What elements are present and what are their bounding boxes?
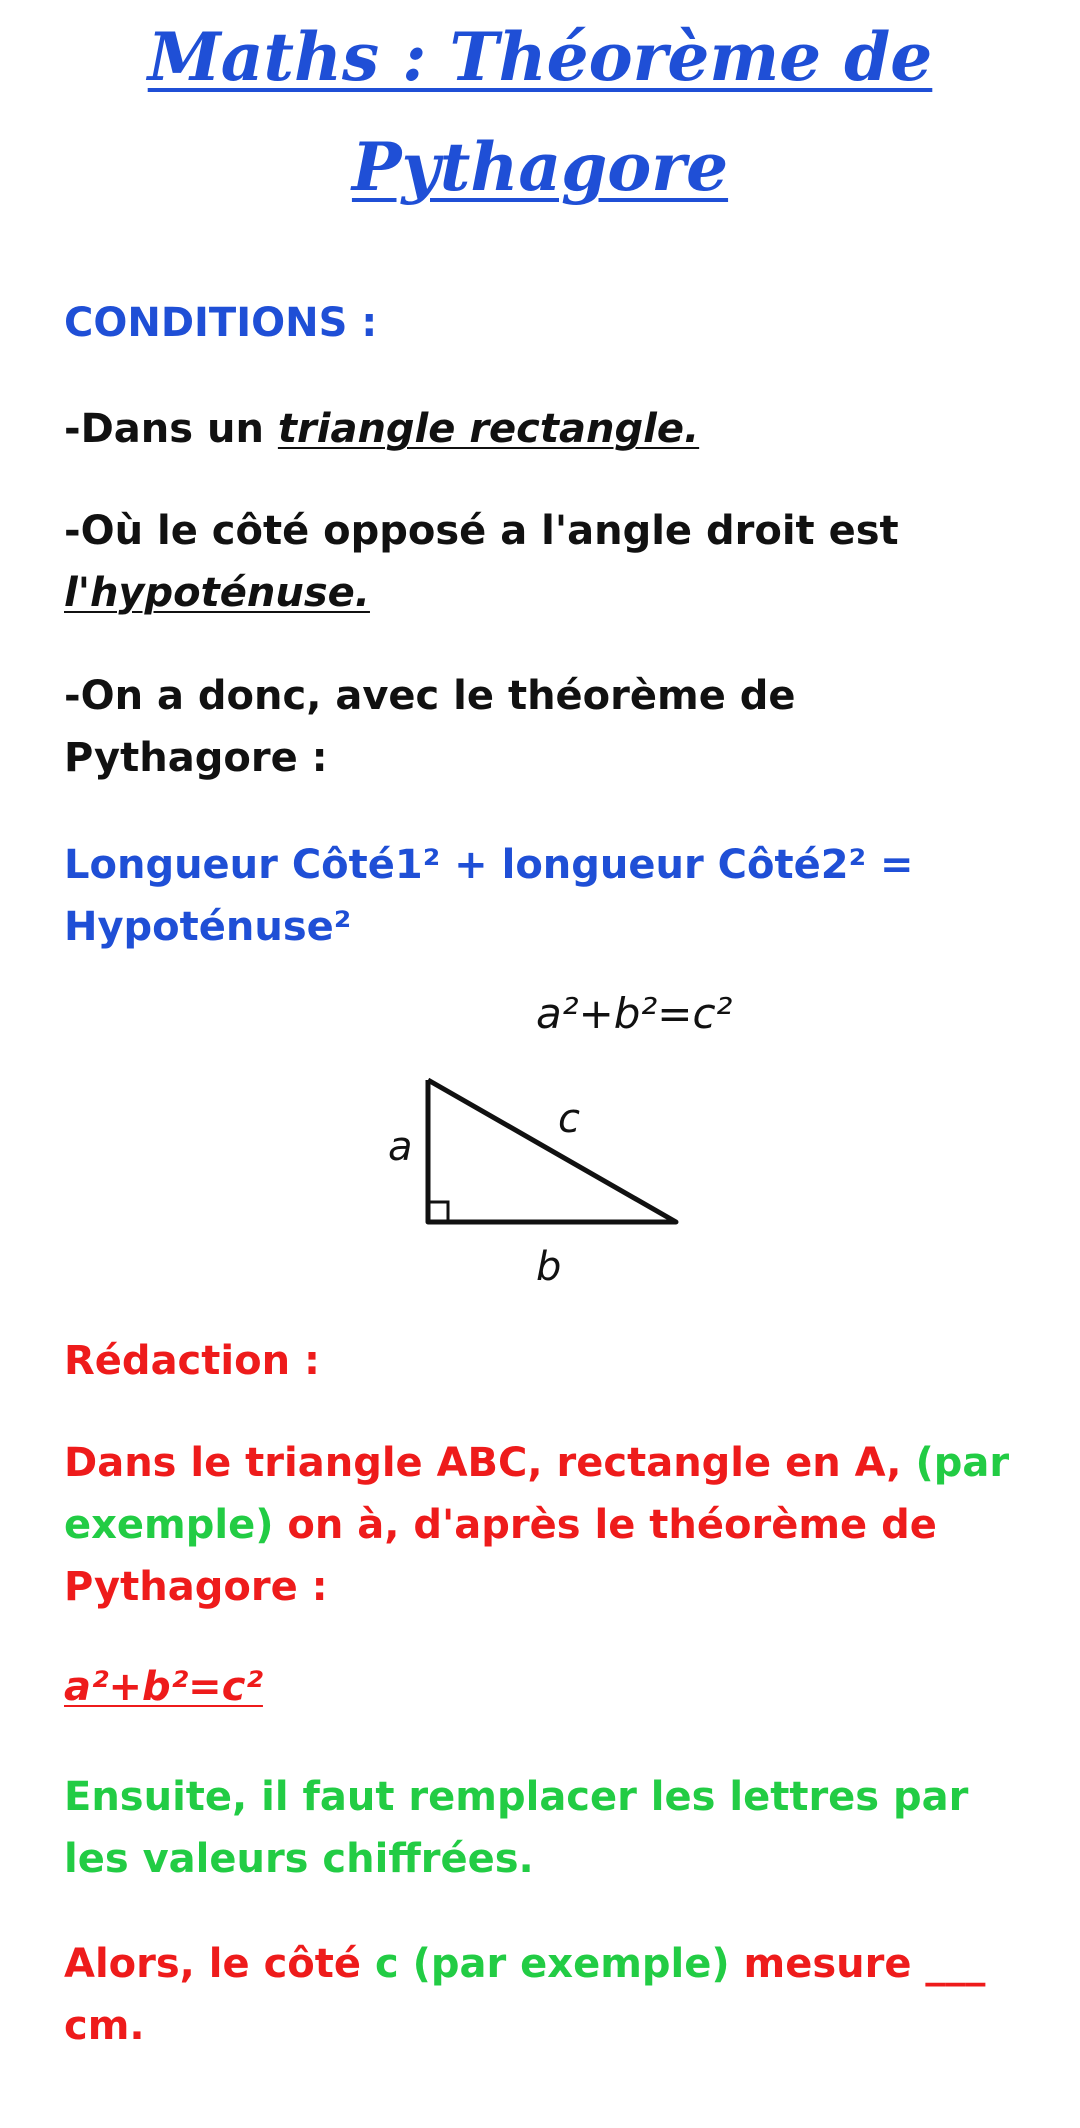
final-red-1: Alors, le côté: [64, 1941, 375, 1987]
condition-2-emphasis: l'hypoténuse.: [64, 570, 370, 616]
final-sentence: [64, 1933, 1024, 2057]
redaction-line-2-green: exemple): [64, 1502, 274, 1548]
condition-2-line-1: -Où le côté opposé a l'angle droit est: [64, 508, 899, 554]
diagram-formula: a²+b²=c²: [536, 989, 733, 1038]
page-title-line-1: Maths : Théorème de: [147, 18, 933, 96]
pythagoras-diagram: [0, 980, 1080, 1310]
formula-words-line-1: Longueur Côté1² + longueur Côté2² =: [64, 842, 914, 888]
right-triangle: [428, 1080, 676, 1222]
redaction-paragraph: [64, 1432, 1024, 1618]
redaction-formula: [64, 1656, 1024, 1718]
final-green: c (par exemple): [374, 1941, 730, 1987]
side-c-label: c: [558, 1096, 580, 1142]
side-b-label: b: [536, 1244, 562, 1290]
redaction-formula-text: a²+b²=c²: [64, 1664, 263, 1710]
page-title-line-2: Pythagore: [351, 128, 729, 206]
redaction-line-1-red: Dans le triangle ABC, rectangle en A,: [64, 1440, 916, 1486]
condition-1-prefix: -Dans un: [64, 406, 278, 452]
condition-1-emphasis: triangle rectangle.: [277, 406, 700, 452]
redaction-line-3-red: Pythagore :: [64, 1564, 328, 1610]
redaction-line-1-green: (par: [915, 1440, 1010, 1486]
condition-3-line-1: -On a donc, avec le théorème de: [64, 673, 796, 719]
formula-words-line-2: Hypoténuse²: [64, 904, 352, 950]
conditions-heading: CONDITIONS :: [64, 300, 378, 346]
redaction-line-2-red: on à, d'après le théorème de: [273, 1502, 937, 1548]
right-angle-mark: [428, 1202, 448, 1222]
condition-1: [64, 398, 1024, 460]
condition-3-line-2: Pythagore :: [64, 735, 328, 781]
final-red-2: mesure ___: [729, 1941, 986, 1987]
step-line-1: Ensuite, il faut remplacer les lettres par: [64, 1774, 969, 1820]
formula-words: [64, 834, 1024, 958]
step-instruction: [64, 1766, 1024, 1890]
step-line-2: les valeurs chiffrées.: [64, 1836, 534, 1882]
redaction-heading: Rédaction :: [64, 1338, 320, 1384]
condition-2: [64, 500, 1024, 624]
condition-3: [64, 665, 1024, 789]
final-line-2: cm.: [64, 2003, 145, 2049]
side-a-label: a: [388, 1124, 413, 1170]
